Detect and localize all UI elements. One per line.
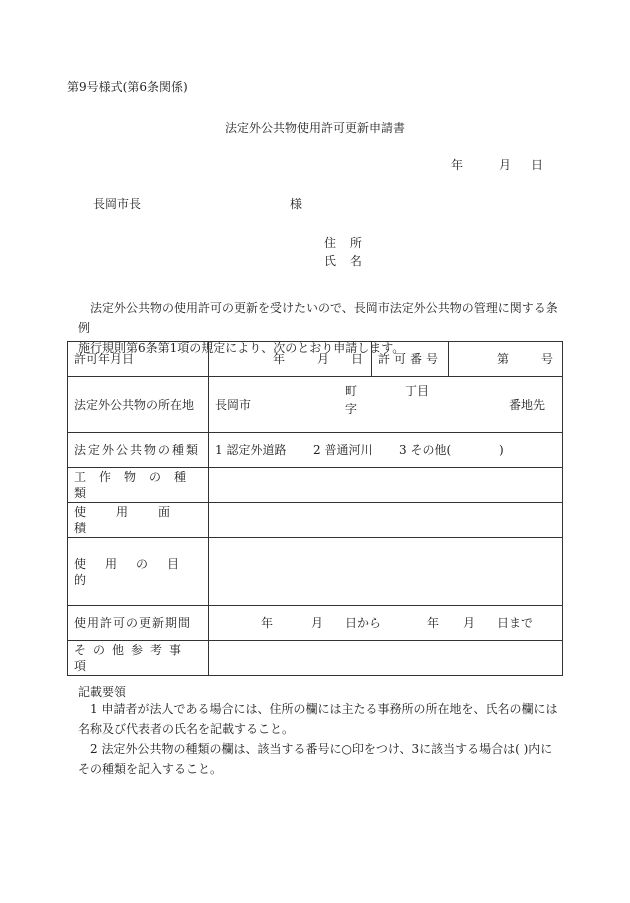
location-address: [215, 377, 556, 432]
other-label: その他参考事項: [68, 641, 209, 676]
intro-line-1: 法定外公共物の使用許可の更新を受けたいので、長岡市法定外公共物の管理に関する条例: [78, 301, 558, 335]
honorific: 様: [290, 197, 303, 211]
permit-date-day: 日: [351, 352, 364, 366]
table-row-area: [68, 503, 563, 538]
location-city: 長岡市: [215, 398, 252, 412]
permit-number-label: 許可番号: [372, 342, 449, 377]
type-field[interactable]: [209, 433, 563, 468]
address-label: 住 所: [324, 236, 367, 250]
applicant-block: [324, 236, 367, 272]
other-field[interactable]: [209, 641, 563, 676]
application-table: [67, 341, 563, 676]
application-date: [451, 158, 543, 172]
note-item-2: 2 法定外公共物の種類の欄は、該当する番号に○印をつけ、3に該当する場合は( )内にその種類を記入すること。: [78, 742, 553, 776]
table-row-other: [68, 641, 563, 676]
location-aza: 字: [345, 402, 358, 416]
date-year: 年: [451, 158, 464, 172]
table-row-period: [68, 606, 563, 641]
permit-date-month: 月: [317, 352, 330, 366]
purpose-field[interactable]: [209, 538, 563, 606]
location-label: 法定外公共物の所在地: [68, 377, 209, 433]
location-chome: 丁目: [405, 384, 430, 398]
document-title: 法定外公共物使用許可更新申請書: [224, 121, 405, 135]
period-to-day: 日まで: [497, 616, 534, 630]
table-row-structure: [68, 468, 563, 503]
permit-date-label-text: 許可年月日: [74, 352, 135, 366]
table-row-type: [68, 433, 563, 468]
period-from-month: 月: [311, 616, 324, 630]
type-option-3[interactable]: 3 その他(: [399, 443, 452, 457]
permit-number-prefix: 第: [497, 352, 510, 366]
note-item-1: 1 申請者が法人である場合には、住所の欄には主たる事務所の所在地を、氏名の欄には名称及び代表者の氏名を記載すること。: [78, 702, 558, 736]
intro-line-2: 施行規則第6条第1項の規定により、次のとおり申請します。: [78, 341, 405, 355]
period-from-year: 年: [261, 616, 274, 630]
name-label: 氏 名: [324, 254, 367, 268]
location-field[interactable]: [209, 377, 563, 433]
addressee: 長岡市長: [93, 197, 142, 211]
table-row-purpose: [68, 538, 563, 606]
type-option-1[interactable]: 1 認定外道路: [215, 443, 287, 457]
area-label: 使用面積: [68, 503, 209, 538]
period-to-year: 年: [427, 616, 440, 630]
period-field[interactable]: [209, 606, 563, 641]
form-number: 第9号様式(第6条関係): [67, 80, 188, 94]
area-field[interactable]: [209, 503, 563, 538]
date-month: 月: [499, 158, 512, 172]
location-banchi: 番地先: [509, 398, 546, 412]
structure-label: 工作物の種類: [68, 468, 209, 503]
type-option-2[interactable]: 2 普通河川: [313, 443, 373, 457]
table-row-location: [68, 377, 563, 433]
permit-date-label: [68, 342, 209, 377]
period-from-day: 日から: [345, 616, 382, 630]
permit-date-year: 年: [273, 352, 286, 366]
permit-number-field[interactable]: [449, 342, 563, 377]
purpose-label: 使用の目的: [68, 538, 209, 606]
structure-field[interactable]: [209, 468, 563, 503]
type-option-3-close: ): [499, 443, 504, 457]
notes-heading: 記載要領: [78, 685, 127, 699]
table-row-permit-date: [68, 342, 563, 377]
location-machi: 町: [345, 384, 358, 398]
permit-date-field[interactable]: [209, 342, 372, 377]
type-label: 法定外公共物の種類: [68, 433, 209, 468]
date-day: 日: [531, 158, 544, 172]
period-label: 使用許可の更新期間: [68, 606, 209, 641]
permit-number-suffix: 号: [541, 352, 554, 366]
period-to-month: 月: [463, 616, 476, 630]
